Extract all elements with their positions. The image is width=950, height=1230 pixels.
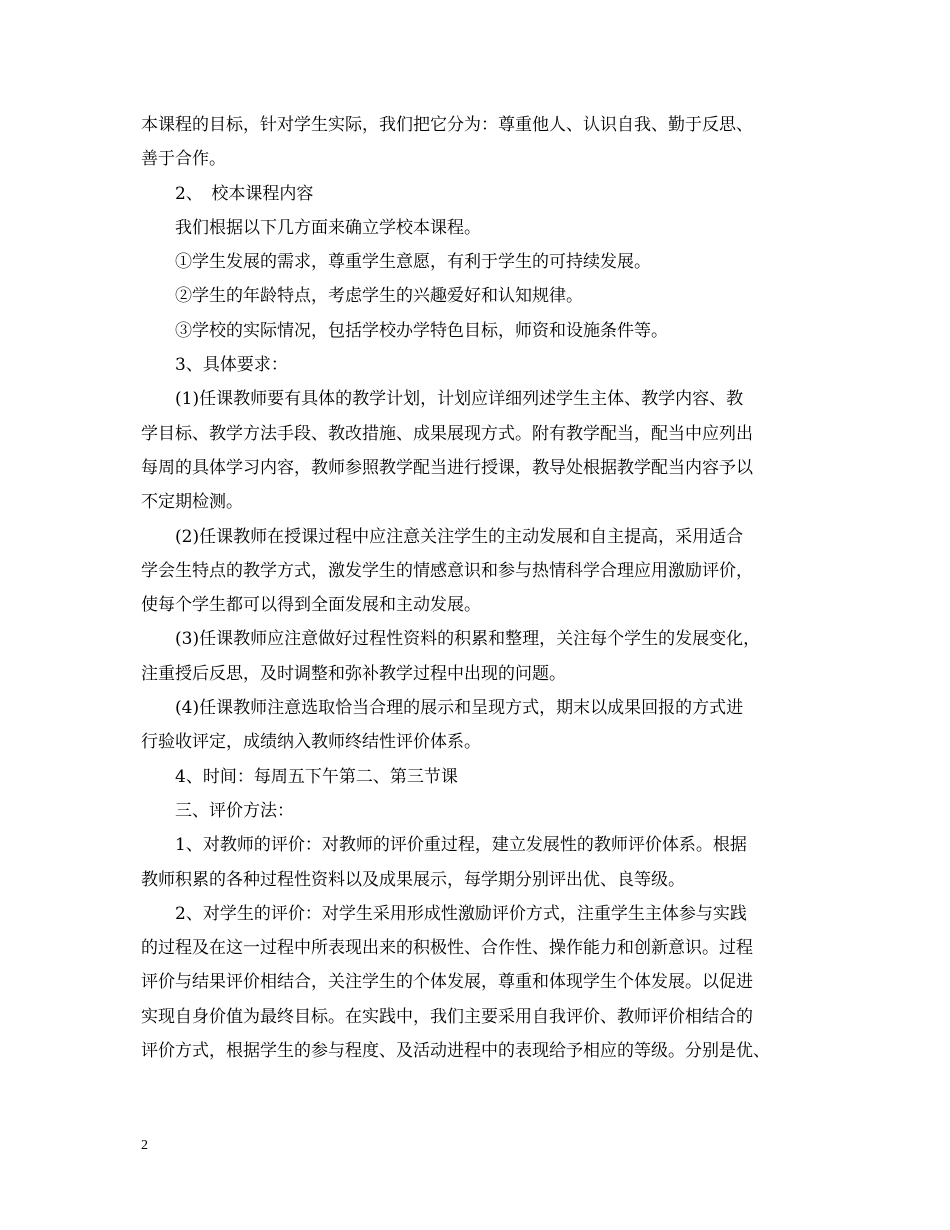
list-item: ②学生的年龄特点，考虑学生的兴趣爱好和认知规律。 (175, 286, 583, 307)
text-line: 我们根据以下几方面来确立学校本课程。 (175, 217, 481, 238)
section-heading: 3、具体要求： (175, 355, 288, 376)
section-heading: 2、 校本课程内容 (175, 183, 314, 204)
text-line: 2、对学生的评价：对学生采用形成性激励评价方式，注重学生主体参与实践 (175, 903, 747, 924)
text-line: 学目标、教学方法手段、教改措施、成果展现方式。附有教学配当，配当中应列出 (141, 423, 753, 444)
list-item: ③学校的实际情况，包括学校办学特色目标，师资和设施条件等。 (175, 320, 668, 341)
text-line: 本课程的目标，针对学生实际，我们把它分为：尊重他人、认识自我、勤于反思、 (141, 115, 753, 135)
text-line: 善于合作。 (141, 149, 226, 170)
document-body (141, 108, 821, 1068)
text-line: (1)任课教师要有具体的教学计划，计划应详细列述学生主体、教学内容、教 (175, 389, 744, 410)
text-line: 实现自身价值为最终目标。在实践中，我们主要采用自我评价、教师评价相结合的 (141, 1006, 753, 1027)
page-number: 2 (141, 1138, 148, 1153)
text-line: 教师积累的各种过程性资料以及成果展示，每学期分别评出优、良等级。 (141, 869, 685, 890)
text-line: 行验收评定，成绩纳入教师终结性评价体系。 (141, 732, 481, 753)
text-line: (2)任课教师在授课过程中应注意关注学生的主动发展和自主提高，采用适合 (175, 526, 744, 547)
text-line: 不定期检测。 (141, 492, 243, 513)
text-line: 评价方式，根据学生的参与程度、及活动进程中的表现给予相应的等级。分别是优、 (141, 1041, 770, 1062)
section-heading: 4、时间：每周五下午第二、第三节课 (175, 766, 458, 787)
text-line: 1、对教师的评价：对教师的评价重过程，建立发展性的教师评价体系。根据 (175, 835, 747, 856)
section-heading: 三、评价方法： (175, 800, 294, 821)
text-line: 每周的具体学习内容，教师参照教学配当进行授课，教导处根据教学配当内容予以 (141, 457, 753, 478)
text-line: 注重授后反思，及时调整和弥补教学过程中出现的问题。 (141, 663, 566, 684)
text-line: (4)任课教师注意选取恰当合理的展示和呈现方式，期末以成果回报的方式进 (175, 698, 744, 719)
text-line: 的过程及在这一过程中所表现出来的积极性、合作性、操作能力和创新意识。过程 (141, 938, 753, 959)
text-line: 评价与结果评价相结合，关注学生的个体发展，尊重和体现学生个体发展。以促进 (141, 972, 753, 993)
list-item: ①学生发展的需求，尊重学生意愿，有利于学生的可持续发展。 (175, 252, 651, 273)
text-line: (3)任课教师应注意做好过程性资料的积累和整理，关注每个学生的发展变化， (175, 629, 761, 650)
text-line: 使每个学生都可以得到全面发展和主动发展。 (141, 595, 481, 616)
text-line: 学会生特点的教学方式，激发学生的情感意识和参与热情科学合理应用激励评价， (141, 560, 753, 581)
